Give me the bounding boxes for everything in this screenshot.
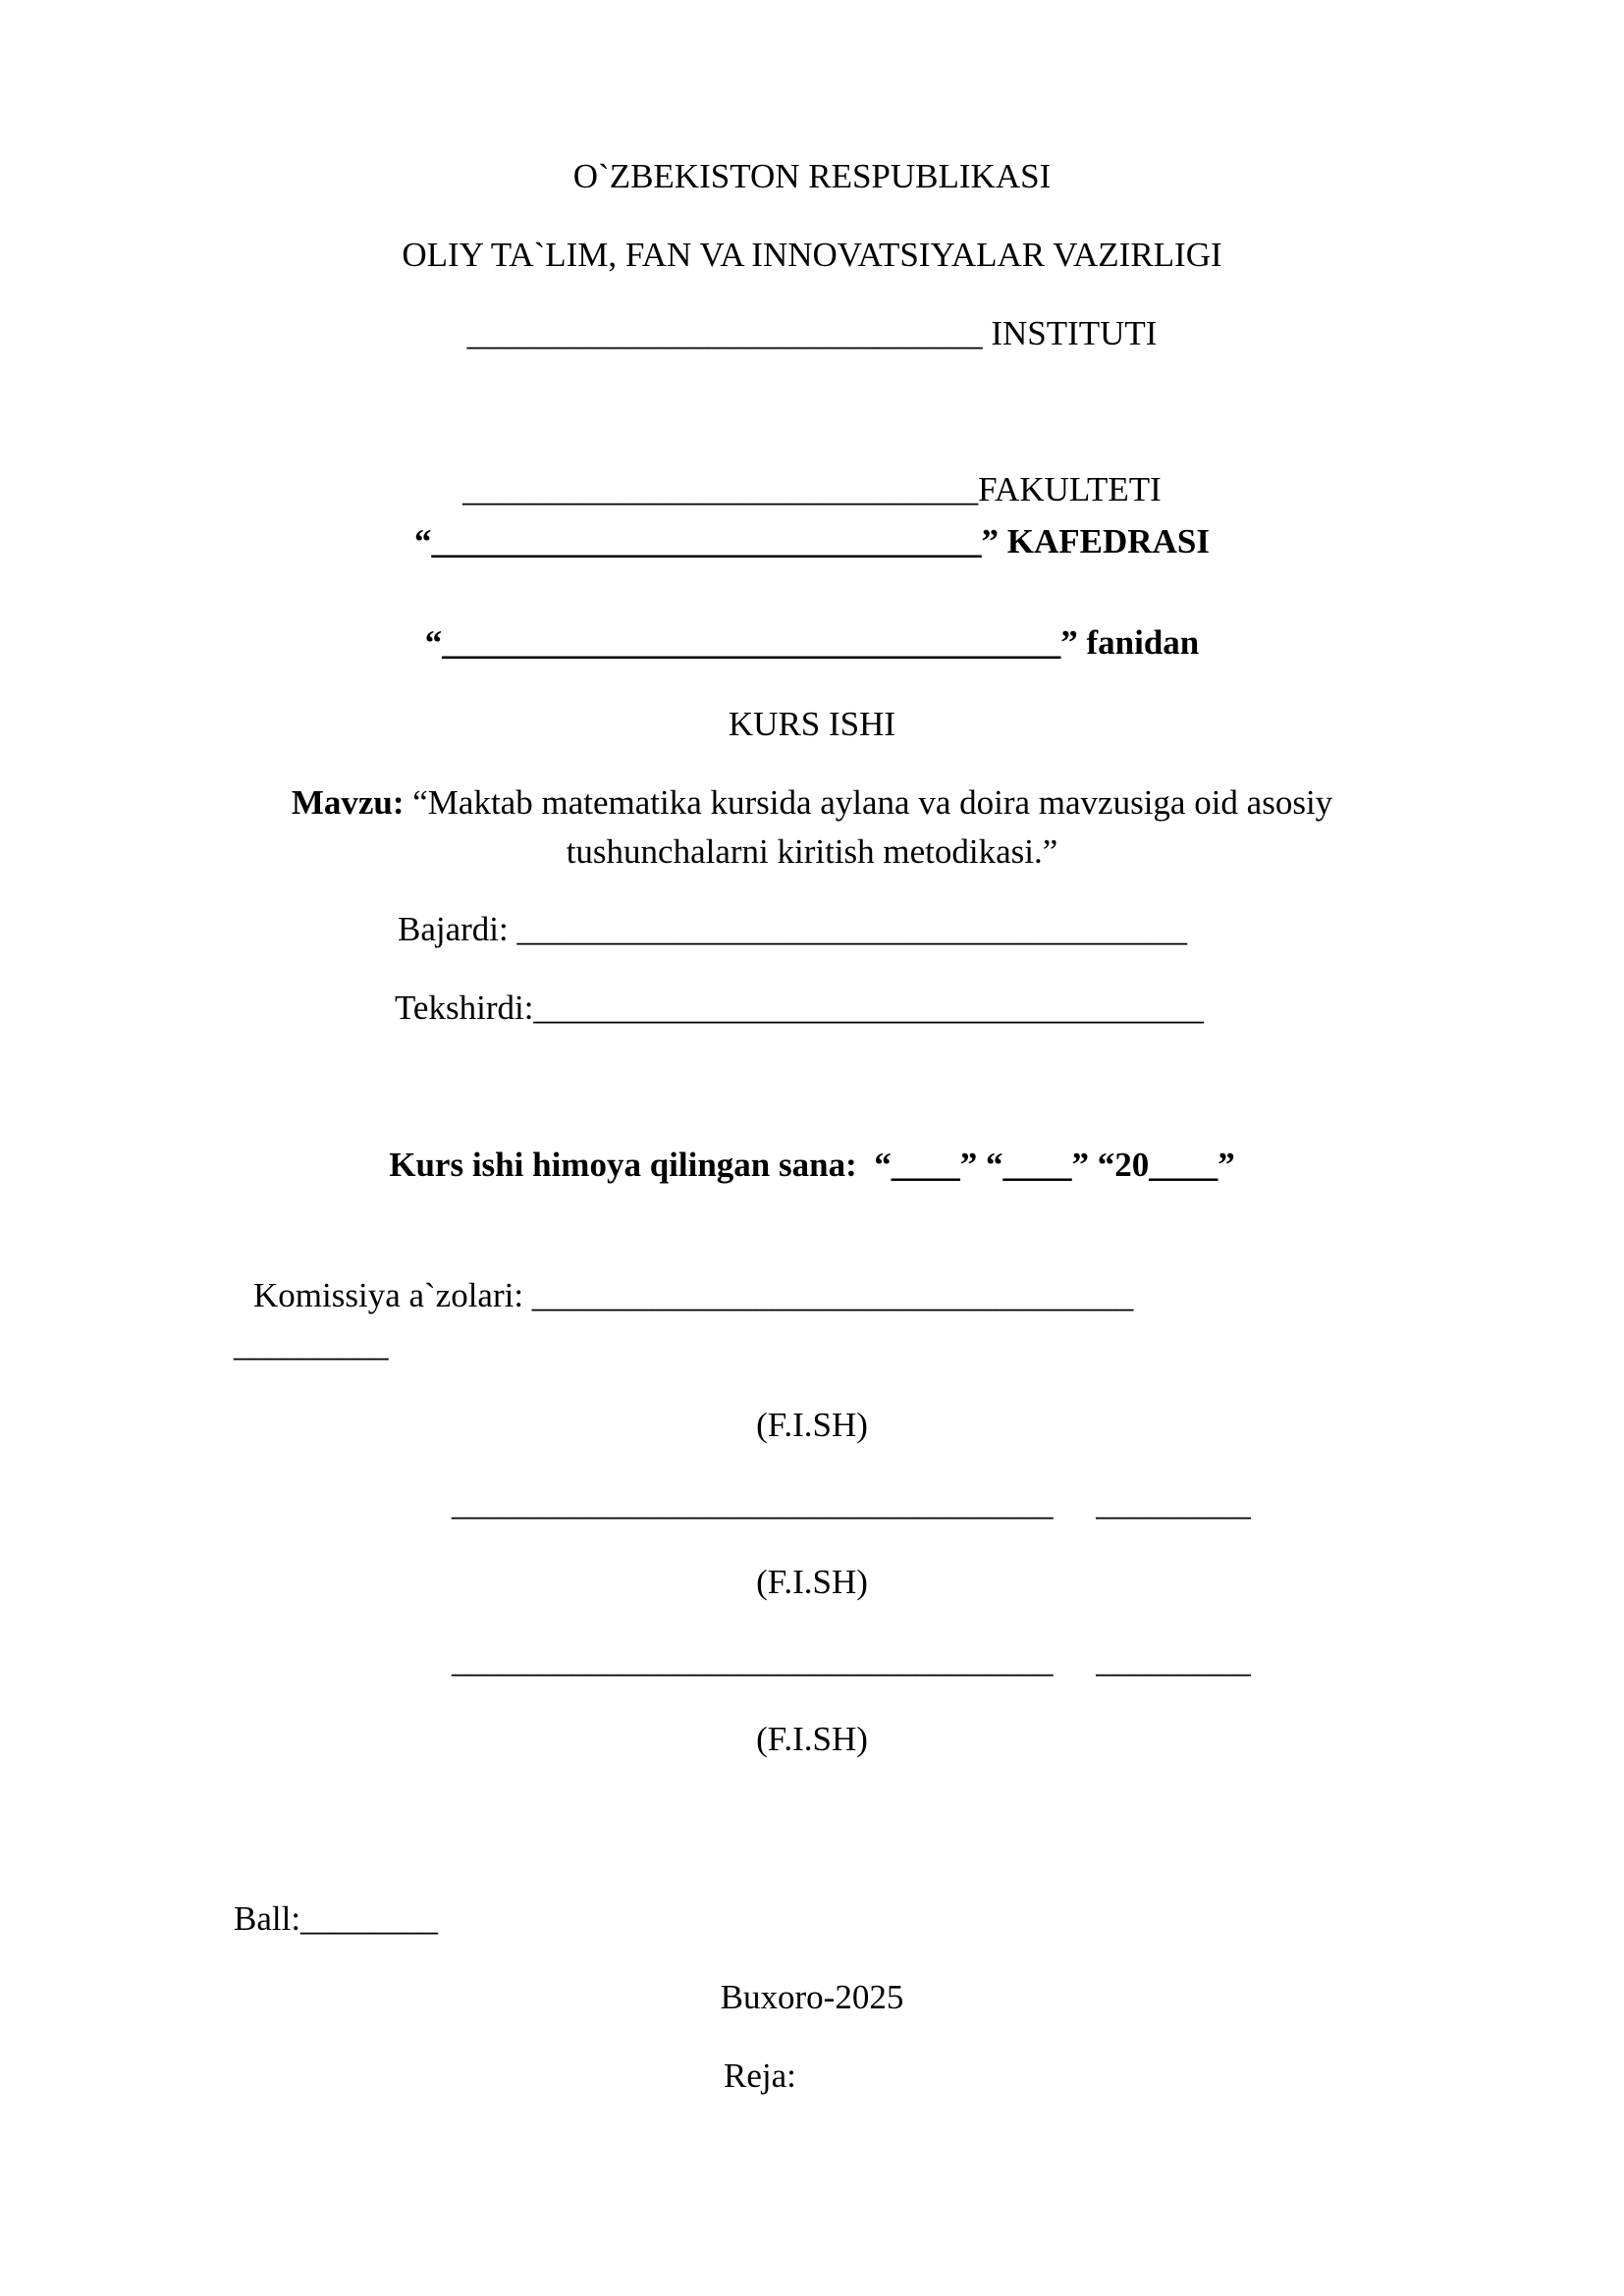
work-type-title: KURS ISHI: [728, 705, 896, 743]
topic-line-2: tushunchalarni kiritish metodikasi.”: [566, 832, 1058, 871]
commission-member-line-2: ___________________________________ _________: [452, 1484, 1251, 1522]
defense-date-line: Kurs ishi himoya qilingan sana: “____” “____” “20____”: [389, 1146, 1235, 1184]
ministry-title: OLIY TA`LIM, FAN VA INNOVATSIYALAR VAZIRLIGI: [402, 236, 1222, 274]
republic-title: O`ZBEKISTON RESPUBLIKASI: [572, 157, 1052, 195]
tekshirdi-field: Tekshirdi:_______________________________________: [395, 988, 1204, 1027]
fish-label-2: (F.I.SH): [756, 1563, 868, 1601]
commission-line-continuation: _________: [234, 1325, 389, 1363]
reja-heading: Reja:: [724, 2056, 796, 2095]
institute-line: ______________________________ INSTITUTI: [466, 314, 1158, 352]
topic-text-1: “Maktab matematika kursida aylana va doira mavzusiga oid asosiy: [412, 783, 1333, 822]
subject-line: “____________________________________” fanidan: [424, 623, 1200, 662]
ball-field: Ball:________: [234, 1899, 439, 1938]
commission-member-line-3: ___________________________________ _________: [452, 1641, 1251, 1680]
fish-label-3: (F.I.SH): [756, 1720, 868, 1758]
department-line: “________________________________” KAFEDRASI: [414, 522, 1210, 561]
commission-label: Komissiya a`zolari: ___________________________________: [253, 1276, 1134, 1314]
faculty-line: ______________________________FAKULTETI: [462, 470, 1162, 508]
topic-line-1: [0, 781, 1624, 825]
fish-label-1: (F.I.SH): [756, 1406, 868, 1444]
bajardi-field: Bajardi: _______________________________________: [398, 910, 1187, 948]
city-year: Buxoro-2025: [720, 1978, 904, 2016]
topic-label: Mavzu:: [291, 783, 405, 822]
